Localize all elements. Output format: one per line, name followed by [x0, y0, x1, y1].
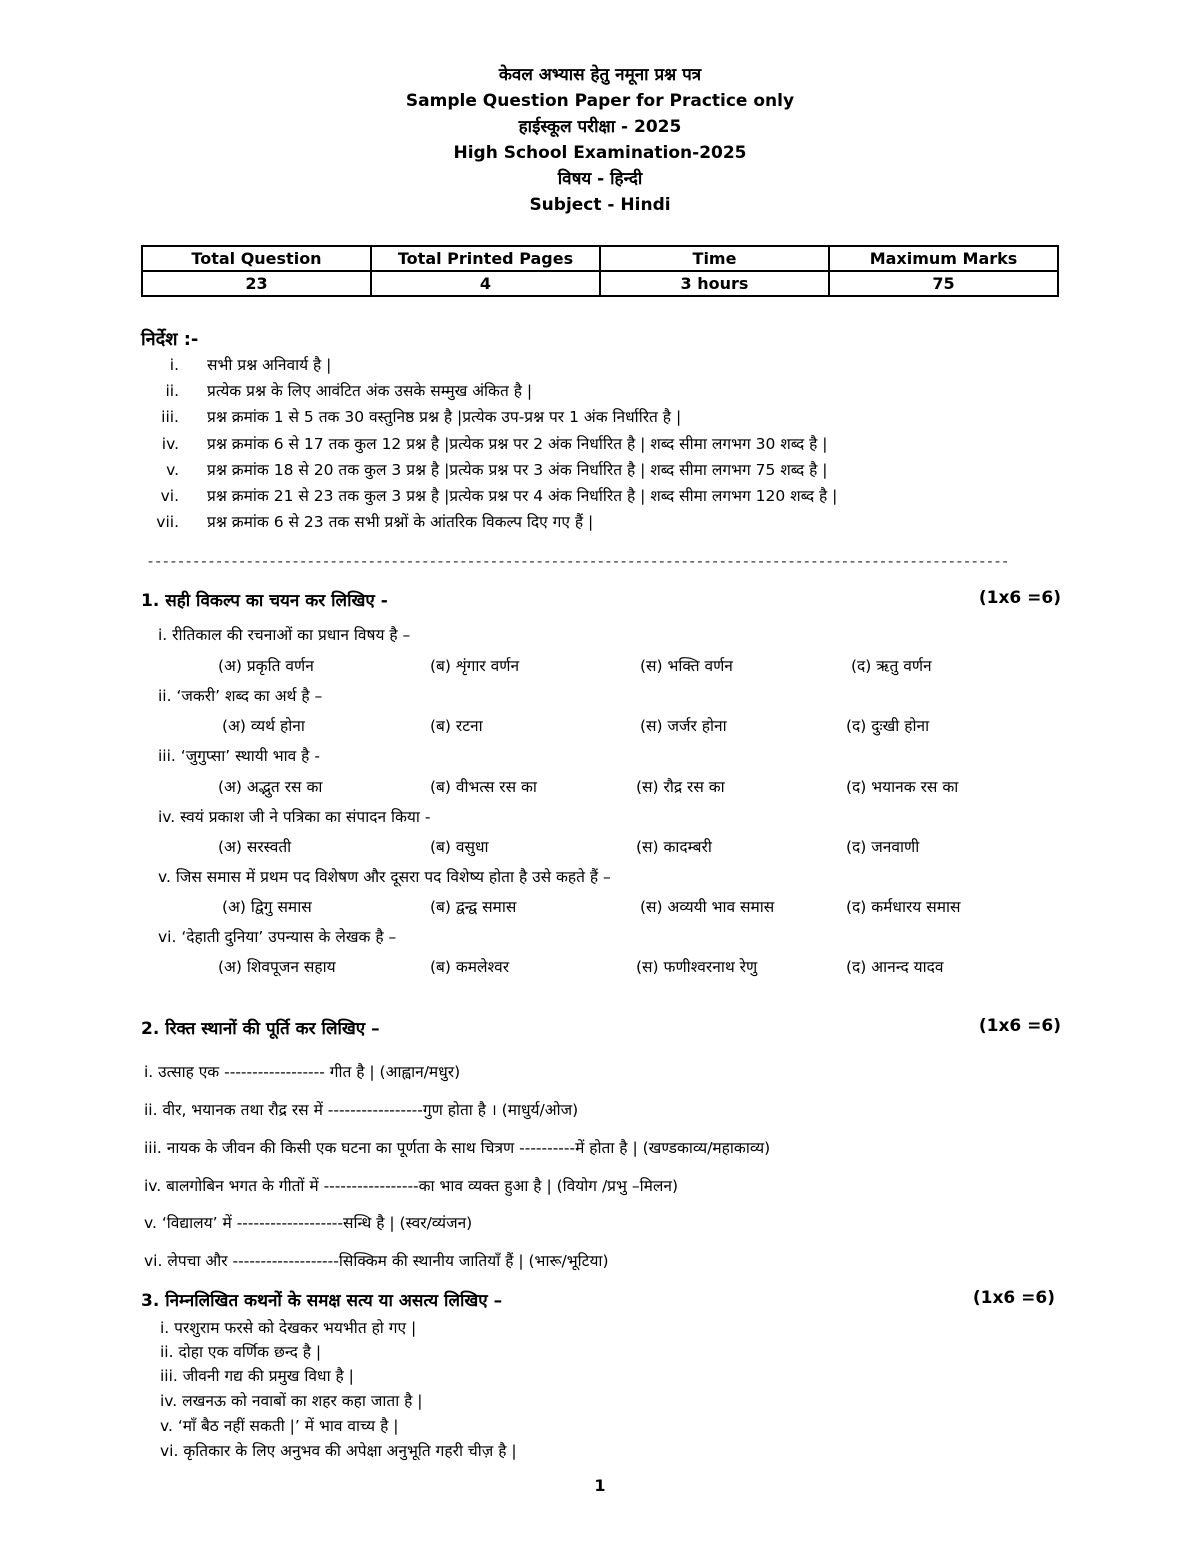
question-3-marks: (1x6 =6) — [972, 1288, 1055, 1308]
question-2-heading — [141, 1016, 1061, 1039]
mcq-option: (ब) रटना — [430, 717, 483, 735]
info-value-cell: 23 — [142, 271, 371, 296]
instruction-item — [141, 404, 1141, 430]
mcq-option: (ब) द्वन्द्व समास — [430, 898, 517, 916]
fill-blank-item: ii. वीर, भयानक तथा रौद्र रस में -----------------गुण होता है । (माधुर्य/ओज) — [144, 1101, 579, 1119]
instruction-item — [141, 457, 1141, 483]
mcq-question: ii. ‘जकरी’ शब्द का अर्थ है – — [158, 687, 323, 705]
info-value-cell: 4 — [371, 271, 600, 296]
info-header-row — [142, 246, 1058, 271]
mcq-option: (स) अव्ययी भाव समास — [640, 898, 775, 916]
question-3-title: 3. निम्नलिखित कथनों के समक्ष सत्य या असत्य लिखिए – — [141, 1291, 503, 1311]
instruction-number: iii. — [161, 408, 179, 427]
paper-header — [0, 62, 1200, 218]
mcq-option: (ब) वसुधा — [430, 838, 489, 856]
info-value-row — [142, 271, 1058, 296]
exam-info-table — [141, 245, 1059, 297]
question-3-heading — [141, 1288, 1055, 1311]
question-2-title: 2. रिक्त स्थानों की पूर्ति कर लिखिए – — [141, 1019, 380, 1039]
instructions-list — [141, 352, 1141, 535]
instruction-text: प्रश्न क्रमांक 1 से 5 तक 30 वस्तुनिष्ठ प्रश्न है |प्रत्येक उप-प्रश्न पर 1 अंक निर्धारित है | — [207, 408, 682, 427]
true-false-item: iv. लखनऊ को नवाबों का शहर कहा जाता है | — [160, 1392, 423, 1410]
mcq-option: (स) जर्जर होना — [640, 717, 727, 735]
instruction-number: iv. — [161, 434, 179, 453]
section-separator: ----------------------------------------------------------------------------------------------------------------- — [146, 552, 1009, 570]
instruction-text: सभी प्रश्न अनिवार्य है | — [207, 356, 332, 374]
true-false-item: ii. दोहा एक वर्णिक छन्द है | — [160, 1343, 322, 1361]
mcq-question: i. रीतिकाल की रचनाओं का प्रधान विषय है – — [158, 626, 411, 644]
header-practice-hindi: केवल अभ्यास हेतु नमूना प्रश्न पत्र — [498, 65, 702, 85]
question-2-marks: (1x6 =6) — [978, 1016, 1061, 1036]
instruction-number: i. — [169, 356, 179, 374]
info-header-cell: Maximum Marks — [829, 246, 1058, 271]
question-1-title: 1. सही विकल्प का चयन कर लिखिए - — [141, 591, 388, 611]
info-header-cell: Time — [600, 246, 829, 271]
mcq-option: (द) जनवाणी — [846, 838, 920, 856]
instruction-text: प्रत्येक प्रश्न के लिए आवंटित अंक उसके सम्मुख अंकित है | — [207, 382, 533, 401]
header-exam-hindi: हाईस्कूल परीक्षा - 2025 — [518, 117, 682, 137]
header-subject-hindi: विषय - हिन्दी — [557, 169, 643, 189]
instructions-title: निर्देश :- — [141, 329, 199, 350]
mcq-option: (द) ऋतु वर्णन — [851, 657, 932, 675]
mcq-option: (अ) द्विगु समास — [222, 898, 312, 916]
mcq-option: (ब) वीभत्स रस का — [430, 778, 537, 796]
instruction-text: प्रश्न क्रमांक 6 से 17 तक कुल 12 प्रश्न है |प्रत्येक प्रश्न पर 2 अंक निर्धारित है | शब्द सीमा लगभग 30 शब्द है | — [207, 434, 828, 453]
header-subject-english: Subject - Hindi — [529, 195, 671, 215]
instruction-item — [141, 431, 1141, 457]
fill-blank-item: vi. लेपचा और -------------------सिक्किम की स्थानीय जातियाँ हैं | (भारू/भूटिया) — [144, 1252, 609, 1270]
instruction-number: vi. — [160, 486, 179, 505]
instruction-item — [141, 509, 1141, 535]
mcq-option: (अ) अद्भुत रस का — [218, 778, 323, 796]
instruction-text: प्रश्न क्रमांक 6 से 23 तक सभी प्रश्नों के आंतरिक विकल्प दिए गए हैं | — [207, 513, 594, 532]
mcq-option: (ब) शृंगार वर्णन — [430, 657, 520, 675]
mcq-option: (ब) कमलेश्वर — [430, 958, 510, 976]
mcq-option: (द) आनन्द यादव — [846, 958, 944, 976]
instruction-item — [141, 352, 1141, 378]
fill-blank-item: v. ‘विद्यालय’ में -------------------सन्धि है | (स्वर/व्यंजन) — [144, 1214, 473, 1232]
mcq-option: (स) कादम्बरी — [636, 838, 712, 856]
question-1-marks: (1x6 =6) — [978, 588, 1061, 608]
fill-blank-item: iii. नायक के जीवन की किसी एक घटना का पूर्णता के साथ चित्रण ----------में होता है | (खण्डकाव्य/महाकाव्य) — [144, 1139, 771, 1157]
mcq-question: v. जिस समास में प्रथम पद विशेषण और दूसरा पद विशेष्य होता है उसे कहते हैं – — [158, 868, 611, 886]
mcq-option: (द) भयानक रस का — [846, 778, 959, 796]
question-1-heading — [141, 588, 1061, 611]
mcq-option: (अ) सरस्वती — [218, 838, 292, 856]
mcq-question: vi. ‘देहाती दुनिया’ उपन्यास के लेखक है – — [158, 928, 397, 946]
header-practice-english: Sample Question Paper for Practice only — [405, 91, 795, 111]
mcq-option: (अ) शिवपूजन सहाय — [218, 958, 336, 976]
mcq-question: iii. ‘जुगुप्सा’ स्थायी भाव है - — [158, 747, 320, 765]
page-number: 1 — [594, 1476, 606, 1495]
mcq-option: (स) भक्ति वर्णन — [640, 657, 733, 675]
mcq-option: (अ) व्यर्थ होना — [222, 717, 305, 735]
info-header-cell: Total Question — [142, 246, 371, 271]
info-header-cell: Total Printed Pages — [371, 246, 600, 271]
mcq-option: (अ) प्रकृति वर्णन — [218, 657, 314, 675]
true-false-item: i. परशुराम फरसे को देखकर भयभीत हो गए | — [160, 1319, 417, 1337]
info-value-cell: 75 — [829, 271, 1058, 296]
instruction-text: प्रश्न क्रमांक 18 से 20 तक कुल 3 प्रश्न है |प्रत्येक प्रश्न पर 3 अंक निर्धारित है | शब्द सीमा लगभग 75 शब्द है | — [207, 460, 828, 479]
true-false-item: iii. जीवनी गद्य की प्रमुख विधा है | — [160, 1367, 354, 1385]
header-exam-english: High School Examination-2025 — [453, 143, 747, 163]
instruction-number: ii. — [165, 382, 179, 401]
instruction-text: प्रश्न क्रमांक 21 से 23 तक कुल 3 प्रश्न है |प्रत्येक प्रश्न पर 4 अंक निर्धारित है | शब्द सीमा लगभग 120 शब्द है | — [207, 486, 838, 505]
fill-blank-item: i. उत्साह एक ------------------ गीत है | (आह्वान/मधुर) — [144, 1063, 461, 1081]
mcq-option: (द) दुःखी होना — [846, 717, 930, 735]
mcq-option: (स) रौद्र रस का — [636, 778, 725, 796]
instruction-number: vii. — [156, 513, 179, 532]
instruction-number: v. — [166, 460, 179, 479]
instruction-item — [141, 378, 1141, 404]
mcq-option: (स) फणीश्वरनाथ रेणु — [636, 958, 758, 976]
true-false-item: v. ‘माँ बैठ नहीं सकती |’ में भाव वाच्य है | — [160, 1417, 399, 1435]
fill-blank-item: iv. बालगोबिन भगत के गीतों में -----------------का भाव व्यक्त हुआ है | (वियोग /प्रभु –मिलन) — [144, 1177, 679, 1195]
info-value-cell: 3 hours — [600, 271, 829, 296]
mcq-question: iv. स्वयं प्रकाश जी ने पत्रिका का संपादन किया - — [158, 808, 431, 826]
true-false-item: vi. कृतिकार के लिए अनुभव की अपेक्षा अनुभूति गहरी चीज़ है | — [160, 1442, 517, 1460]
instruction-item — [141, 483, 1141, 509]
mcq-option: (द) कर्मधारय समास — [846, 898, 961, 916]
